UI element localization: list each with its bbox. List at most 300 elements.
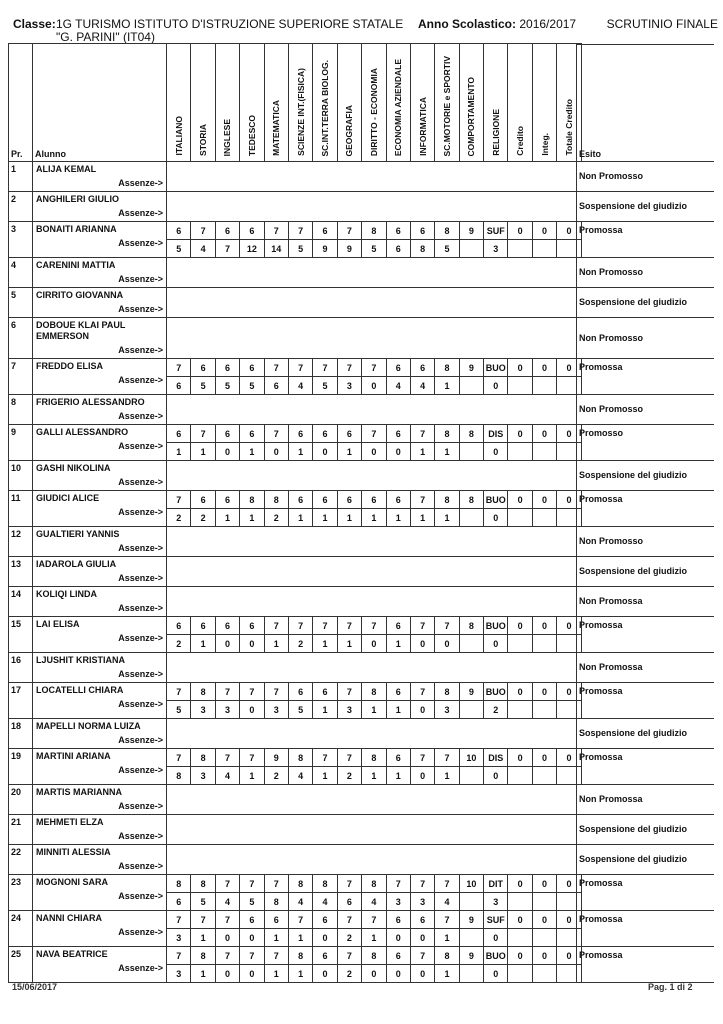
- grade-cell: 7: [362, 425, 386, 443]
- grade-cell: 0: [508, 875, 532, 893]
- page-number: Pag. 1 di 2: [648, 982, 693, 992]
- absence-cell: 1: [410, 509, 434, 527]
- header-subject: [435, 44, 459, 162]
- grade-cell: 8: [191, 683, 215, 701]
- absence-cell: 1: [264, 635, 288, 653]
- grade-cell: SUF: [484, 911, 508, 929]
- absence-cell: 5: [240, 893, 264, 911]
- grade-cell: 6: [313, 947, 337, 965]
- esito-value: Non Promossa: [579, 596, 643, 606]
- grade-cell: 8: [167, 875, 191, 893]
- print-date: 15/06/2017: [12, 982, 58, 992]
- absence-cell: [459, 929, 483, 947]
- student-name-cell: [33, 258, 167, 288]
- empty-grades: [167, 461, 582, 476]
- empty-grades: [167, 192, 582, 207]
- student-name: GIUDICI ALICE: [36, 493, 100, 503]
- empty-grades: [167, 288, 582, 303]
- esito-value: Sospensione del giudizio: [579, 297, 688, 307]
- grade-cell: 7: [264, 222, 288, 240]
- absence-cell: 5: [362, 240, 386, 258]
- assenze-label: Assenze->: [118, 507, 163, 517]
- student-name-cell: [33, 318, 167, 359]
- absence-cell: 1: [240, 509, 264, 527]
- student-name: MINNITI ALESSIA: [36, 847, 111, 857]
- assenze-label: Assenze->: [118, 411, 163, 421]
- grade-cell: 7: [167, 491, 191, 509]
- esito-divider: [576, 317, 714, 318]
- grade-cell: 10: [459, 875, 483, 893]
- absence-cell: [508, 635, 532, 653]
- grade-cell: 6: [386, 425, 410, 443]
- absence-cell: 1: [362, 509, 386, 527]
- esito-value: Non Promosso: [579, 171, 644, 181]
- grade-cell: 8: [362, 875, 386, 893]
- student-number: 9: [9, 425, 33, 461]
- grade-cell: 7: [191, 425, 215, 443]
- assenze-label: Assenze->: [118, 274, 163, 284]
- grade-cell: 6: [288, 491, 312, 509]
- grade-cell: 7: [410, 749, 434, 767]
- grade-cell: 6: [410, 359, 434, 377]
- header-subject: [532, 44, 556, 162]
- header-subject: [484, 44, 508, 162]
- student-number: 23: [9, 875, 33, 911]
- student-name: KOLIQI LINDA: [36, 589, 97, 599]
- grade-cell: 7: [386, 875, 410, 893]
- classe-value-line2: "G. PARINI" (IT04): [56, 30, 155, 44]
- absence-cell: 1: [435, 377, 459, 395]
- grade-cell: 0: [508, 617, 532, 635]
- esito-value: Promossa: [579, 914, 623, 924]
- anno-scolastico: [418, 17, 576, 31]
- student-row: [9, 875, 582, 893]
- assenze-label: Assenze->: [118, 765, 163, 775]
- student-row: [9, 318, 582, 339]
- empty-absences: [167, 860, 582, 875]
- assenze-label: Assenze->: [118, 238, 163, 248]
- grade-cell: 9: [264, 749, 288, 767]
- grade-cell: 7: [191, 911, 215, 929]
- esito-divider: [576, 556, 714, 557]
- absence-cell: 1: [264, 965, 288, 983]
- grade-cell: 7: [337, 911, 361, 929]
- grade-cell: 0: [557, 683, 581, 701]
- subject-label: STORIA: [198, 124, 209, 156]
- absence-cell: 0: [240, 701, 264, 719]
- absence-cell: 0: [435, 635, 459, 653]
- absence-cell: 4: [410, 377, 434, 395]
- grade-cell: 6: [215, 359, 239, 377]
- student-row: [9, 785, 582, 800]
- student-name: FRIGERIO ALESSANDRO: [36, 397, 145, 407]
- student-name: MAPELLI NORMA LUIZA: [36, 721, 141, 731]
- student-row: [9, 749, 582, 767]
- esito-divider: [576, 358, 714, 359]
- grade-cell: 8: [459, 617, 483, 635]
- grade-cell: 8: [435, 425, 459, 443]
- assenze-label: Assenze->: [118, 345, 163, 355]
- grade-cell: 7: [337, 875, 361, 893]
- absence-cell: 14: [264, 240, 288, 258]
- absence-cell: 4: [215, 893, 239, 911]
- absence-cell: 5: [435, 240, 459, 258]
- absence-cell: [532, 965, 556, 983]
- grade-cell: 7: [410, 617, 434, 635]
- header-subject: [508, 44, 532, 162]
- absence-cell: [459, 377, 483, 395]
- absence-cell: [532, 443, 556, 461]
- student-name-cell: [33, 425, 167, 461]
- student-name: ANGHILERI GIULIO: [36, 194, 119, 204]
- grade-cell: 7: [167, 947, 191, 965]
- absence-cell: [532, 767, 556, 785]
- grade-cell: 7: [410, 875, 434, 893]
- esito-value: Promossa: [579, 225, 623, 235]
- student-name-cell: [33, 359, 167, 395]
- student-row: [9, 192, 582, 207]
- student-name-cell: [33, 719, 167, 749]
- student-name-cell: [33, 395, 167, 425]
- absence-cell: 1: [191, 443, 215, 461]
- student-number: 19: [9, 749, 33, 785]
- absence-cell: 1: [240, 443, 264, 461]
- esito-value: Sospensione del giudizio: [579, 824, 688, 834]
- absence-cell: 9: [313, 240, 337, 258]
- esito-value: Promossa: [579, 362, 623, 372]
- esito-value: Non Promossa: [579, 662, 643, 672]
- document-title: SCRUTINIO FINALE: [606, 17, 718, 31]
- empty-grades: [167, 258, 582, 273]
- assenze-label: Assenze->: [118, 178, 163, 188]
- empty-grades: [167, 162, 582, 177]
- absence-cell: 3: [167, 965, 191, 983]
- assenze-label: Assenze->: [118, 699, 163, 709]
- classe-value: 1G TURISMO ISTITUTO D'ISTRUZIONE SUPERIORE STATALE: [56, 17, 404, 31]
- grade-cell: DIT: [484, 875, 508, 893]
- student-name-cell: [33, 491, 167, 527]
- grade-cell: 6: [410, 911, 434, 929]
- student-name-cell: [33, 288, 167, 318]
- grade-cell: 8: [362, 749, 386, 767]
- grade-cell: 8: [191, 875, 215, 893]
- assenze-label: Assenze->: [118, 603, 163, 613]
- esito-divider: [576, 394, 714, 395]
- subject-label: Credito: [515, 126, 526, 156]
- absence-cell: 4: [362, 893, 386, 911]
- empty-absences: [167, 800, 582, 815]
- grade-cell: 8: [288, 947, 312, 965]
- absence-cell: 0: [362, 443, 386, 461]
- absence-cell: [532, 893, 556, 911]
- absence-cell: 2: [264, 509, 288, 527]
- assenze-label: Assenze->: [118, 633, 163, 643]
- absence-cell: 5: [167, 701, 191, 719]
- student-number: 18: [9, 719, 33, 749]
- grade-cell: 0: [508, 491, 532, 509]
- absence-cell: 1: [362, 929, 386, 947]
- grade-cell: 9: [459, 911, 483, 929]
- grade-cell: 0: [508, 683, 532, 701]
- student-row: [9, 815, 582, 830]
- student-name-cell: [33, 461, 167, 491]
- grade-cell: 7: [167, 911, 191, 929]
- student-row: [9, 911, 582, 929]
- grade-cell: 6: [410, 222, 434, 240]
- absence-cell: 3: [484, 240, 508, 258]
- grade-cell: 0: [532, 947, 556, 965]
- header-subject: [459, 44, 483, 162]
- grade-cell: 6: [191, 491, 215, 509]
- absence-cell: 0: [386, 929, 410, 947]
- assenze-label: Assenze->: [118, 543, 163, 553]
- absence-cell: 0: [240, 929, 264, 947]
- esito-divider: [576, 910, 714, 911]
- absence-cell: 7: [215, 240, 239, 258]
- grade-cell: 8: [435, 683, 459, 701]
- grade-cell: 6: [386, 911, 410, 929]
- esito-divider: [576, 652, 714, 653]
- absence-cell: 0: [240, 635, 264, 653]
- absence-cell: 2: [337, 929, 361, 947]
- empty-grades: [167, 395, 582, 410]
- student-row: [9, 845, 582, 860]
- esito-header: Esito: [579, 148, 602, 159]
- absence-cell: 1: [240, 767, 264, 785]
- absence-cell: 0: [215, 443, 239, 461]
- grade-cell: 0: [557, 947, 581, 965]
- esito-value: Non Promosso: [579, 332, 644, 343]
- grade-cell: 0: [508, 749, 532, 767]
- student-number: 11: [9, 491, 33, 527]
- esito-value: Sospensione del giudizio: [579, 728, 688, 738]
- student-number: 21: [9, 815, 33, 845]
- grade-cell: 6: [288, 425, 312, 443]
- absence-cell: 0: [313, 965, 337, 983]
- subject-label: COMPORTAMENTO: [466, 76, 477, 156]
- empty-grades: [167, 527, 582, 542]
- absence-cell: 4: [288, 377, 312, 395]
- grade-cell: 8: [435, 491, 459, 509]
- esito-value: Promosso: [579, 428, 624, 438]
- grade-cell: 10: [459, 749, 483, 767]
- subject-label: DIRITTO - ECONOMIA: [368, 67, 379, 156]
- student-name: MEHMETI ELZA: [36, 817, 104, 827]
- empty-absences: [167, 602, 582, 617]
- grade-cell: 7: [362, 911, 386, 929]
- esito-divider: [576, 814, 714, 815]
- grade-cell: 7: [362, 617, 386, 635]
- grade-cell: 0: [508, 359, 532, 377]
- absence-cell: 0: [410, 965, 434, 983]
- student-number: 6: [9, 318, 33, 359]
- header-subject: [191, 44, 215, 162]
- student-name-cell: [33, 683, 167, 719]
- absence-cell: [508, 240, 532, 258]
- esito-top-border: [576, 44, 714, 45]
- absence-cell: [508, 965, 532, 983]
- grade-cell: BUO: [484, 491, 508, 509]
- student-name-cell: [33, 815, 167, 845]
- grade-cell: 6: [386, 683, 410, 701]
- grade-cell: 7: [337, 222, 361, 240]
- grade-cell: 6: [240, 617, 264, 635]
- esito-divider: [576, 221, 714, 222]
- absence-cell: 0: [484, 377, 508, 395]
- student-number: 16: [9, 653, 33, 683]
- grade-cell: 6: [386, 749, 410, 767]
- grade-cell: 0: [557, 875, 581, 893]
- header-subject: [410, 44, 434, 162]
- absence-cell: 5: [191, 377, 215, 395]
- grade-cell: 7: [264, 947, 288, 965]
- subject-label: Integ.: [539, 133, 550, 156]
- grade-cell: 0: [508, 222, 532, 240]
- grade-cell: 7: [313, 359, 337, 377]
- student-number: 24: [9, 911, 33, 947]
- student-number: 12: [9, 527, 33, 557]
- absence-cell: 6: [337, 893, 361, 911]
- esito-value: Sospensione del giudizio: [579, 201, 688, 211]
- grade-cell: 6: [313, 911, 337, 929]
- grade-cell: 7: [337, 749, 361, 767]
- absence-cell: 1: [362, 701, 386, 719]
- absence-cell: 3: [435, 701, 459, 719]
- grade-cell: 0: [532, 683, 556, 701]
- absence-cell: 5: [191, 893, 215, 911]
- absence-cell: 0: [215, 635, 239, 653]
- absence-cell: 5: [288, 701, 312, 719]
- grade-cell: 6: [313, 683, 337, 701]
- student-row: [9, 359, 582, 377]
- absence-cell: 1: [435, 965, 459, 983]
- absence-cell: 0: [386, 965, 410, 983]
- assenze-label: Assenze->: [118, 208, 163, 218]
- esito-divider: [576, 287, 714, 288]
- student-number: 4: [9, 258, 33, 288]
- assenze-label: Assenze->: [118, 669, 163, 679]
- grade-cell: 0: [557, 359, 581, 377]
- subject-label: ECONOMIA AZIENDALE: [393, 58, 404, 156]
- absence-cell: 1: [191, 965, 215, 983]
- absence-cell: [459, 701, 483, 719]
- grade-cell: 6: [386, 617, 410, 635]
- absence-cell: 0: [410, 635, 434, 653]
- absence-cell: 1: [313, 509, 337, 527]
- absence-cell: 1: [435, 767, 459, 785]
- grade-cell: 0: [557, 617, 581, 635]
- empty-absences: [167, 207, 582, 222]
- grade-cell: 9: [459, 359, 483, 377]
- absence-cell: 2: [484, 701, 508, 719]
- esito-divider: [576, 748, 714, 749]
- grade-cell: 7: [240, 683, 264, 701]
- student-name: BONAITI ARIANNA: [36, 224, 117, 234]
- absence-cell: [459, 767, 483, 785]
- grade-cell: 6: [191, 359, 215, 377]
- absence-cell: 3: [167, 929, 191, 947]
- student-name-cell: [33, 527, 167, 557]
- esito-value: Non Promossa: [579, 794, 643, 804]
- student-name: FREDDO ELISA: [36, 361, 104, 371]
- grade-cell: 7: [215, 947, 239, 965]
- absence-cell: 4: [386, 377, 410, 395]
- subject-label: MATEMATICA: [271, 100, 282, 156]
- student-row: [9, 587, 582, 602]
- student-number: 14: [9, 587, 33, 617]
- absence-cell: 2: [167, 635, 191, 653]
- grade-cell: 0: [508, 947, 532, 965]
- absence-cell: 5: [288, 240, 312, 258]
- student-row: [9, 258, 582, 273]
- empty-grades: [167, 815, 582, 830]
- absence-cell: 3: [386, 893, 410, 911]
- absence-cell: 2: [264, 767, 288, 785]
- absence-cell: 3: [191, 701, 215, 719]
- student-number: 3: [9, 222, 33, 258]
- student-row: [9, 461, 582, 476]
- absence-cell: 6: [386, 240, 410, 258]
- grade-cell: 8: [362, 222, 386, 240]
- student-name-cell: [33, 749, 167, 785]
- student-number: 22: [9, 845, 33, 875]
- absence-cell: [508, 443, 532, 461]
- grade-cell: SUF: [484, 222, 508, 240]
- absence-cell: 6: [264, 377, 288, 395]
- esito-value: Sospensione del giudizio: [579, 566, 688, 576]
- absence-cell: 1: [337, 509, 361, 527]
- esito-column: [576, 43, 715, 983]
- grade-cell: 0: [532, 749, 556, 767]
- absence-cell: [532, 240, 556, 258]
- absence-cell: [508, 701, 532, 719]
- absence-cell: [459, 240, 483, 258]
- student-name: LJUSHIT KRISTIANA: [36, 655, 126, 665]
- grade-cell: 6: [240, 359, 264, 377]
- grade-cell: 0: [532, 491, 556, 509]
- student-name: LOCATELLI CHIARA: [36, 685, 124, 695]
- grade-cell: 0: [532, 911, 556, 929]
- esito-value: Promossa: [579, 950, 623, 960]
- grade-cell: 0: [508, 425, 532, 443]
- absence-cell: 0: [410, 929, 434, 947]
- student-name-cell: [33, 192, 167, 222]
- grade-cell: 8: [288, 749, 312, 767]
- grade-cell: 6: [215, 425, 239, 443]
- absence-cell: 2: [167, 509, 191, 527]
- student-name: LAI ELISA: [36, 619, 80, 629]
- esito-value: Promossa: [579, 494, 623, 504]
- student-row: [9, 617, 582, 635]
- grade-cell: 0: [532, 222, 556, 240]
- grade-cell: 7: [435, 749, 459, 767]
- esito-divider: [576, 718, 714, 719]
- header-subject: [386, 44, 410, 162]
- assenze-label: Assenze->: [118, 963, 163, 973]
- grade-cell: 7: [288, 359, 312, 377]
- header-subject: [313, 44, 337, 162]
- absence-cell: 5: [215, 377, 239, 395]
- assenze-label: Assenze->: [118, 831, 163, 841]
- empty-grades: [167, 653, 582, 668]
- grade-cell: 7: [264, 683, 288, 701]
- absence-cell: [532, 929, 556, 947]
- empty-grades: [167, 845, 582, 860]
- absence-cell: 1: [313, 701, 337, 719]
- esito-value: Non Promosso: [579, 536, 644, 546]
- empty-grades: [167, 587, 582, 602]
- absence-cell: 1: [410, 443, 434, 461]
